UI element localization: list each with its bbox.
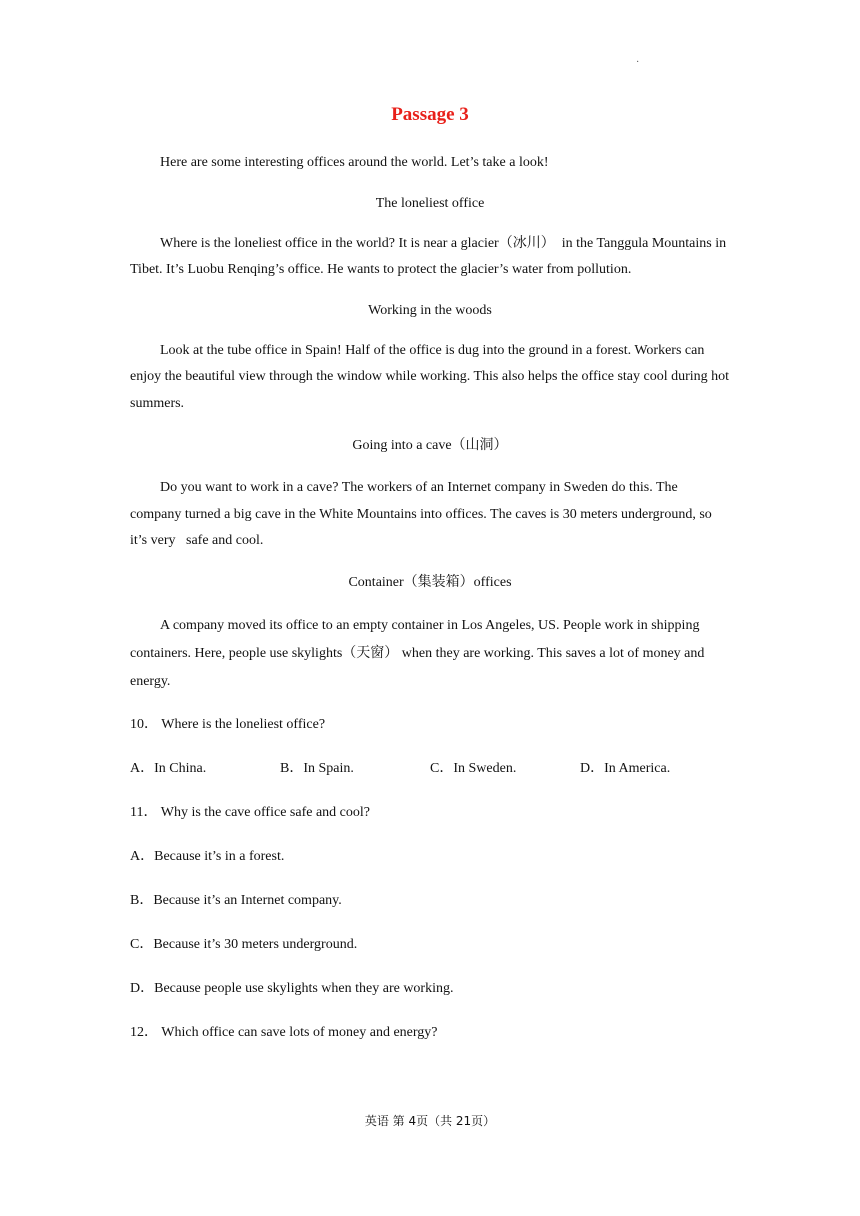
header-mark: · <box>636 57 640 68</box>
intro-paragraph: Here are some interesting offices around the world. Let’s take a look! <box>160 155 549 170</box>
question-11: 11． Why is the cave office safe and cool? <box>130 804 370 820</box>
section-text-woods: Look at the tube office in Spain! Half of the office is dug into the ground in a forest. Workers can enjoy the beautiful view through the window while working. This also helps the office stay cool during hot summers. <box>130 342 730 411</box>
q11-option-c: C．Because it’s 30 meters underground. <box>130 936 358 952</box>
q11-option-b: B．Because it’s an Internet company. <box>130 892 342 908</box>
q10-option-c: C．In Sweden. <box>430 760 517 776</box>
question-10-options <box>130 756 730 782</box>
q10-option-a: A．In China. <box>130 760 207 776</box>
question-10: 10． Where is the loneliest office? <box>130 716 326 732</box>
passage-content <box>130 150 730 1046</box>
section-text-container: A company moved its office to an empty container in Los Angeles, US. People work in shipping containers. Here, people use skylights（天窗） when they are working. This saves a lot of money and energy. <box>130 617 705 689</box>
section-heading-loneliest: The loneliest office <box>375 195 485 211</box>
section-heading-cave: Going into a cave（山洞） <box>352 438 508 453</box>
section-text-loneliest: Where is the loneliest office in the world? It is near a glacier（冰川） in the Tanggula Mountains in Tibet. It’s Luobu Renqing’s office. He wants to protect the glacier’s water from pollution. <box>130 235 727 277</box>
section-heading-woods: Working in the woods <box>368 302 492 318</box>
question-12: 12． Which office can save lots of money and energy? <box>130 1024 438 1040</box>
section-text-cave: Do you want to work in a cave? The workers of an Internet company in Sweden do this. The company turned a big cave in the White Mountains into offices. The caves is 30 meters underground, so it’s very safe and cool. <box>130 480 719 548</box>
q11-option-a: A．Because it’s in a forest. <box>130 848 285 864</box>
q11-option-d: D．Because people use skylights when they are working. <box>130 980 454 996</box>
page-footer: 英语 第 4页（共 21页） <box>364 1114 496 1128</box>
section-heading-container: Container（集装箱）offices <box>348 574 512 590</box>
passage-title: Passage 3 <box>391 104 469 125</box>
q10-option-b: B．In Spain. <box>280 760 354 776</box>
q10-option-d: D．In America. <box>580 760 671 776</box>
